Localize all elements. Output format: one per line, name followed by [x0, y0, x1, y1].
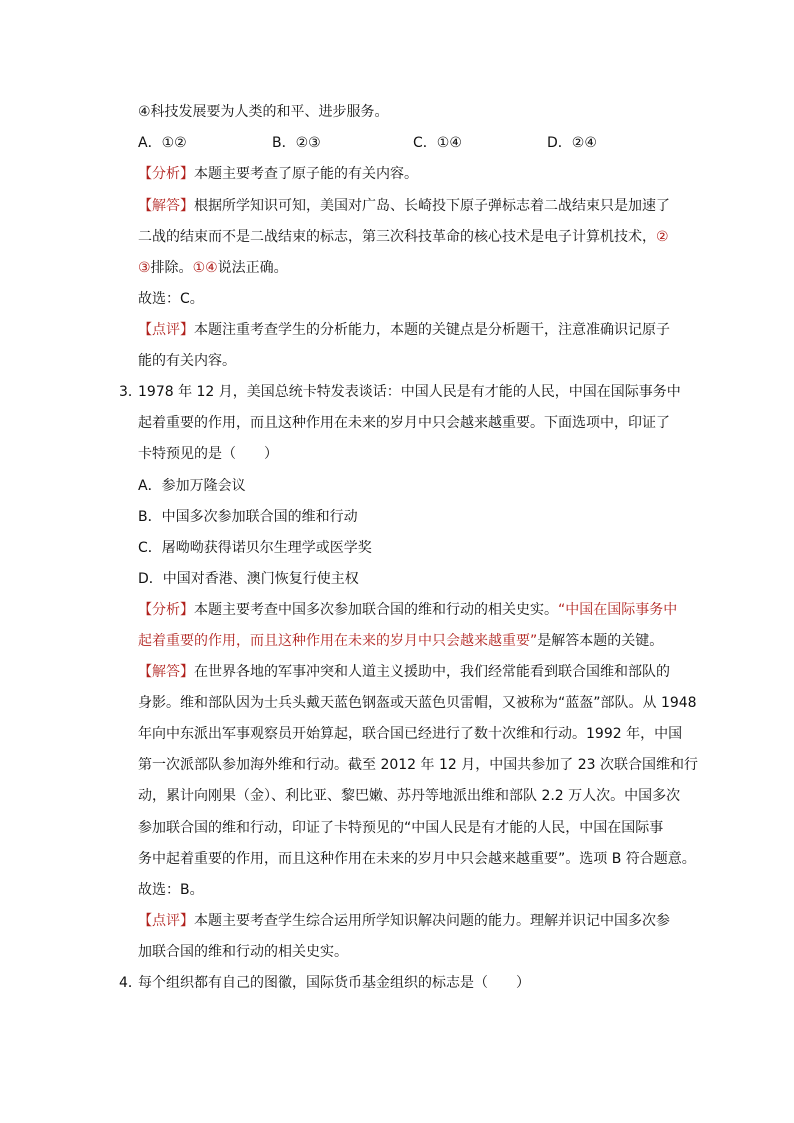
- analysis-quote: “中国在国际事务中: [558, 602, 678, 618]
- q2-item4: ④科技发展要为人类的和平、进步服务。: [138, 104, 389, 120]
- analysis-quote: 起着重要的作用，而且这种作用在未来的岁月中只会越来越重要”: [138, 633, 538, 649]
- comment-text: 本题注重考查学生的分析能力，本题的关键点是分析题干，注意准确识记原子: [194, 322, 670, 338]
- answer-tag: 【解答】: [138, 664, 194, 680]
- q3-answer-line-2: 身影。维和部队因为士兵头戴天蓝色钢盔或天蓝色贝雷帽，又被称为“蓝盔”部队。从 1948: [138, 695, 697, 711]
- q2-choice-b: B．②③: [272, 135, 321, 151]
- analysis-text: 本题主要考查中国多次参加联合国的维和行动的相关史实。: [194, 602, 558, 618]
- analysis-tag: 【分析】: [138, 166, 194, 182]
- q3-analysis-line-1: [138, 600, 677, 620]
- q2-choice-c: C．①④: [413, 135, 462, 151]
- q3-comment-line-2: 加联合国的维和行动的相关史实。: [138, 944, 348, 960]
- answer-text: 二战的结束而不是二战结束的标志，第三次科技革命的核心技术是电子计算机技术，: [138, 229, 656, 245]
- q3-answer-line-3: 年向中东派出军事观察员开始算起，联合国已经进行了数十次维和行动。1992 年，中国: [138, 726, 683, 742]
- analysis-text: 本题主要考查了原子能的有关内容。: [194, 166, 418, 182]
- q3-answer-line-5: 动，累计向刚果（金）、利比亚、黎巴嫩、苏丹等地派出维和部队 2.2 万人次。中国多次: [138, 788, 681, 804]
- comment-text: 本题主要考查学生综合运用所学知识解决问题的能力。理解并识记中国多次参: [194, 913, 670, 929]
- q2-answer-line-3: [138, 258, 288, 278]
- q3-stem-line-2: 起着重要的作用，而且这种作用在未来的岁月中只会越来越重要。下面选项中，印证了: [138, 415, 670, 431]
- answer-tag: 【解答】: [138, 198, 194, 214]
- q3-comment-line-1: [138, 911, 670, 931]
- q2-pick: 故选：C。: [138, 291, 204, 307]
- q2-answer-line-2: [138, 227, 669, 247]
- q3-option-a: A．参加万隆会议: [138, 478, 246, 494]
- q3-option-b: B．中国多次参加联合国的维和行动: [138, 509, 358, 525]
- answer-text: 排除。: [150, 260, 193, 276]
- answer-text-red: ②: [656, 229, 669, 245]
- q2-choice-a: A．①②: [138, 135, 187, 151]
- analysis-tag: 【分析】: [138, 602, 194, 618]
- q2-choice-d: D．②④: [547, 135, 597, 151]
- q2-analysis: [138, 164, 418, 184]
- q3-analysis-line-2: [138, 631, 663, 651]
- answer-text: 根据所学知识可知，美国对广岛、长崎投下原子弹标志着二战结束只是加速了: [194, 198, 670, 214]
- q3-option-d: D．中国对香港、澳门恢复行使主权: [138, 571, 359, 587]
- q3-number: 3．: [119, 384, 142, 400]
- answer-text-red: ①④: [192, 260, 218, 276]
- answer-text: 在世界各地的军事冲突和人道主义援助中，我们经常能看到联合国维和部队的: [194, 664, 670, 680]
- q3-stem-line-3: 卡特预见的是（ ）: [138, 446, 278, 462]
- q3-answer-line-7: 务中起着重要的作用，而且这种作用在未来的岁月中只会越来越重要”。选项 B 符合题意。: [138, 851, 696, 867]
- answer-text-red: ③: [138, 260, 151, 276]
- comment-tag: 【点评】: [138, 913, 194, 929]
- q3-answer-line-6: 参加联合国的维和行动，印证了卡特预见的“中国人民是有才能的人民，中国在国际事: [138, 820, 664, 836]
- q4-number: 4．: [119, 975, 142, 991]
- q2-comment-line-2: 能的有关内容。: [138, 353, 236, 369]
- answer-text: 说法正确。: [217, 260, 288, 276]
- q3-option-c: C．屠呦呦获得诺贝尔生理学或医学奖: [138, 540, 372, 556]
- comment-tag: 【点评】: [138, 322, 194, 338]
- q2-answer-line-1: [138, 196, 670, 216]
- q2-comment-line-1: [138, 320, 670, 340]
- q3-stem-line-1: 1978 年 12 月，美国总统卡特发表谈话：中国人民是有才能的人民，中国在国际事务中: [138, 384, 681, 400]
- analysis-text: 是解答本题的关键。: [537, 633, 664, 649]
- q3-answer-line-1: [138, 662, 670, 682]
- q3-pick: 故选：B。: [138, 882, 204, 898]
- q3-answer-line-4: 第一次派部队参加海外维和行动。截至 2012 年 12 月，中国共参加了 23 次联合国维和行: [138, 757, 698, 773]
- q4-stem: 每个组织都有自己的图徽，国际货币基金组织的标志是（ ）: [138, 975, 530, 991]
